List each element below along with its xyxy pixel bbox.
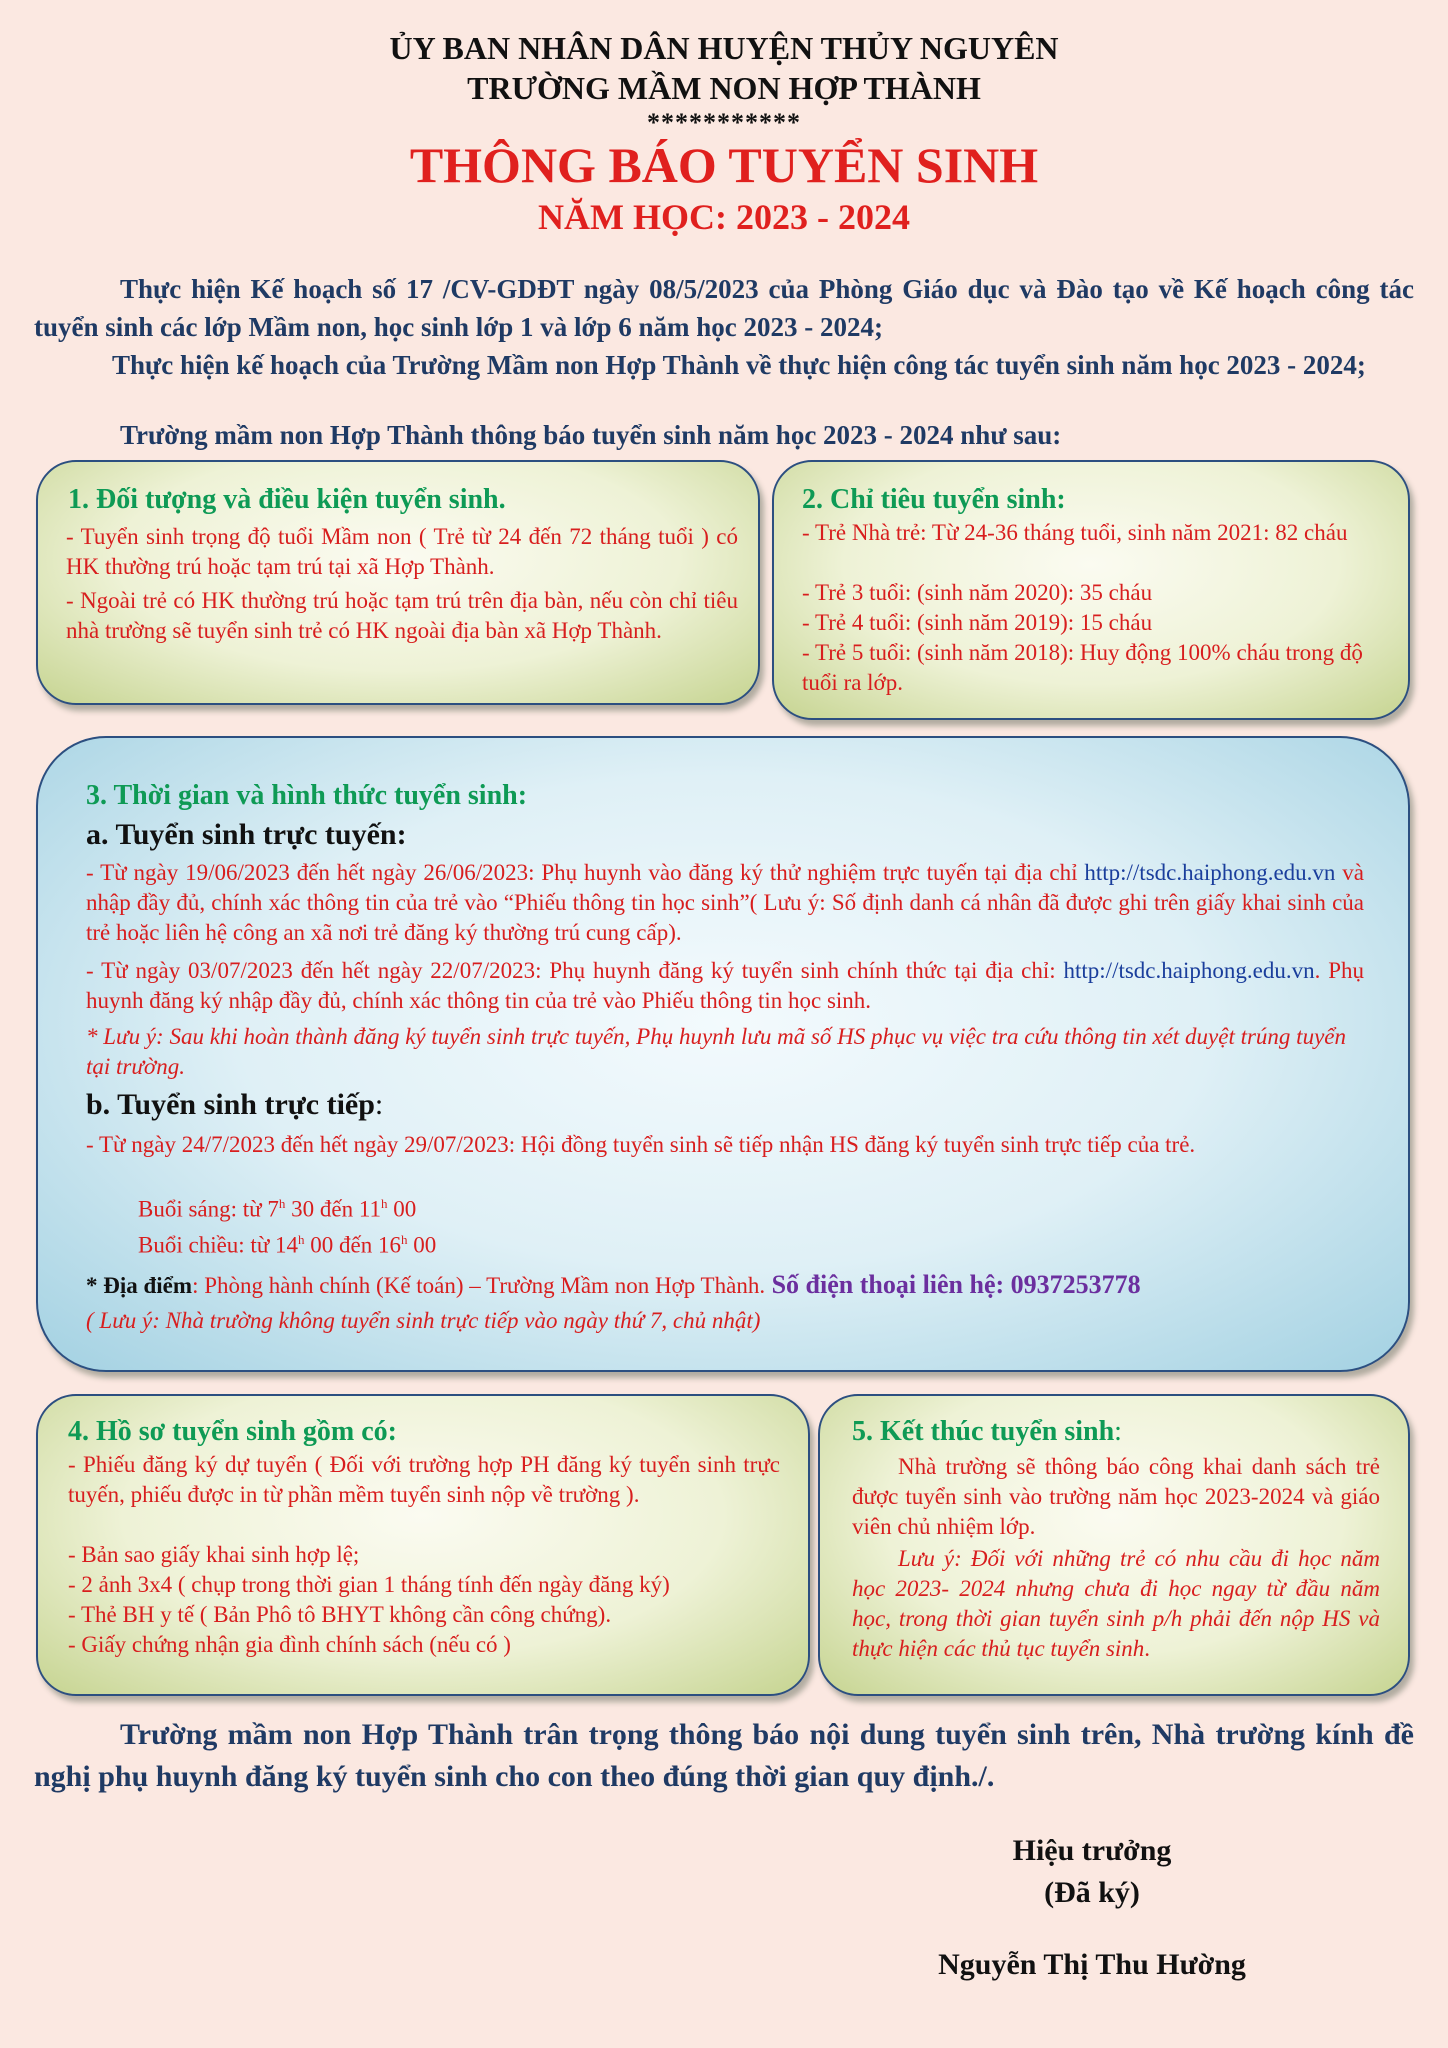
list-item: - Giấy chứng nhận gia đình chính sách (nếu có ): [68, 1632, 511, 1657]
signer-role: Hiệu trưởng: [1012, 1834, 1172, 1867]
list-item: - Trẻ 5 tuổi: (sinh năm 2018): Huy động 100% cháu trong độ tuổi ra lớp.: [802, 640, 1363, 695]
text: b. Tuyển sinh trực tiếp: [86, 1088, 375, 1121]
text: và nhập đầy đủ, chính xác thông tin của trẻ vào “Phiếu thông tin học sinh”( Lưu ý: Số định danh cá nhân đã được ghi trên giấy khai sinh của trẻ hoặc liên hệ công an xã nơi trẻ đăng ký thường trú cung cấp).: [86, 860, 1364, 945]
text: - Từ ngày 19/06/2023 đến hết ngày 26/06/2023: Phụ huynh vào đăng ký thử nghiệm trực tuyến tại địa chỉ: [86, 860, 1085, 885]
intro-paragraph-2: Thực hiện kế hoạch của Trường Mầm non Hợp Thành về thực hiện công tác tuyển sinh năm học 2023 - 2024;: [112, 350, 1366, 380]
section-title: [852, 1416, 1122, 1448]
direct-note: ( Lưu ý: Nhà trường không tuyển sinh trực tiếp vào ngày thứ 7, chủ nhật): [86, 1308, 761, 1333]
section-paragraph: - Tuyển sinh trọng độ tuổi Mầm non ( Trẻ từ 24 đến 72 tháng tuổi ) có HK thường trú hoặc tạm trú tại xã Hợp Thành.: [66, 524, 738, 579]
district-committee-name: ỦY BAN NHÂN DÂN HUYỆN THỦY NGUYÊN: [389, 30, 1059, 66]
page-title: THÔNG BÁO TUYỂN SINH: [409, 137, 1039, 193]
section-eligibility: [36, 460, 760, 705]
list-item: - Phiếu đăng ký dự tuyển ( Đối với trường hợp PH đăng ký tuyển sinh trực tuyến, phiếu được in từ phần mềm tuyển sinh nộp về trường ).: [68, 1452, 780, 1507]
text: 00: [407, 1232, 437, 1258]
header-separator: ***********: [647, 108, 801, 137]
list-item: - Trẻ 4 tuổi: (sinh năm 2019): 15 cháu: [802, 610, 1153, 635]
signer-name: Nguyễn Thị Thu Hường: [938, 1948, 1246, 1981]
registration-link[interactable]: http://tsdc.haiphong.edu.vn: [1084, 860, 1336, 885]
closing-paragraph: Trường mầm non Hợp Thành trân trọng thông báo nội dung tuyển sinh trên, Nhà trường kính đề nghị phụ huynh đăng ký tuyển sinh cho con theo đúng thời gian quy định./.: [34, 1718, 1414, 1793]
contact-phone: Số điện thoại liên hệ: 0937253778: [765, 1270, 1141, 1299]
text: Lưu ý: Đối với những trẻ có nhu cầu đi học năm học 2023- 2024 nhưng chưa đi học ngay từ đầu năm học, trong thời gian tuyển sinh p/h phải đến nộp HS và thực hiện các thủ tục tuyển sinh: [852, 1546, 1380, 1661]
subsection-direct-title: [86, 1088, 383, 1122]
text: h: [298, 1232, 305, 1247]
section-title: 2. Chỉ tiêu tuyển sinh:: [802, 484, 1066, 515]
school-name: TRƯỜNG MẦM NON HỢP THÀNH: [467, 70, 981, 106]
text: Buổi sáng: từ 7: [138, 1196, 279, 1222]
intro-paragraph-1: Thực hiện Kế hoạch số 17 /CV-GDĐT ngày 08/5/2023 của Phòng Giáo dục và Đào tạo về Kế hoạch công tác tuyển sinh các lớp Mầm non, học sinh lớp 1 và lớp 6 năm học 2023 - 2024;: [34, 274, 1414, 342]
section-conclusion: [818, 1394, 1410, 1696]
list-item: - Thẻ BH y tế ( Bản Phô tô BHYT không cần công chứng).: [68, 1602, 612, 1627]
list-item: - Trẻ 3 tuổi: (sinh năm 2020): 35 cháu: [802, 580, 1153, 605]
list-item: - 2 ảnh 3x4 ( chụp trong thời gian 1 tháng tính đến ngày đăng ký): [68, 1572, 670, 1597]
list-item: - Trẻ Nhà trẻ: Từ 24-36 tháng tuổi, sinh năm 2021: 82 cháu: [802, 520, 1348, 545]
intro-paragraph-3: Trường mầm non Hợp Thành thông báo tuyển sinh năm học 2023 - 2024 như sau:: [120, 420, 1062, 450]
location-label: * Địa điểm: [86, 1273, 193, 1298]
text: 5. Kết thúc tuyển sinh: [852, 1416, 1115, 1447]
subsection-online-title: a. Tuyển sinh trực tuyến:: [86, 818, 407, 851]
online-period-1: [86, 858, 1364, 948]
section-title: 3. Thời gian và hình thức tuyển sinh:: [86, 780, 528, 811]
text: - Từ ngày 03/07/2023 đến hết ngày 22/07/2023: Phụ huynh đăng ký tuyển sinh chính thức tại địa chỉ:: [86, 958, 1064, 983]
text: h: [401, 1232, 408, 1247]
section-quota: [772, 460, 1410, 720]
text: :: [374, 1088, 384, 1121]
text: h: [381, 1196, 388, 1211]
text: 00: [387, 1196, 417, 1222]
school-year: NĂM HỌC: 2023 - 2024: [538, 197, 910, 237]
section-schedule: [36, 736, 1410, 1372]
signed-note: (Đã ký): [1044, 1876, 1140, 1909]
section-title: 1. Đối tượng và điều kiện tuyển sinh.: [68, 484, 506, 515]
registration-link[interactable]: http://tsdc.haiphong.edu.vn: [1063, 958, 1315, 983]
morning-hours: [138, 1196, 416, 1223]
text: . Phụ huynh đăng ký nhập đầy đủ, chính xác thông tin của trẻ vào Phiếu thông tin học sinh.: [86, 958, 1364, 1013]
section-title: 4. Hồ sơ tuyển sinh gồm có:: [68, 1416, 397, 1447]
direct-period: - Từ ngày 24/7/2023 đến hết ngày 29/07/2023: Hội đồng tuyển sinh sẽ tiếp nhận HS đăng ký tuyển sinh trực tiếp của trẻ.: [86, 1132, 1196, 1157]
conclusion-note: [852, 1544, 1380, 1664]
section-documents: [36, 1394, 810, 1696]
text: 00 đến 16: [304, 1232, 402, 1258]
text: Buổi chiều: từ 14: [138, 1232, 299, 1258]
text: .: [1144, 1636, 1151, 1661]
location-line: [86, 1270, 1141, 1300]
conclusion-paragraph: Nhà trường sẽ thông báo công khai danh sách trẻ được tuyển sinh vào trường năm học 2023-2024 và giáo viên chủ nhiệm lớp.: [852, 1454, 1380, 1539]
text: h: [278, 1196, 286, 1211]
online-period-2: [86, 956, 1364, 1016]
text: :: [1114, 1416, 1122, 1447]
afternoon-hours: [138, 1232, 436, 1259]
online-note: * Lưu ý: Sau khi hoàn thành đăng ký tuyển sinh trực tuyến, Phụ huynh lưu mã số HS phục vụ việc tra cứu thông tin xét duyệt trúng tuyển tại trường.: [86, 1024, 1346, 1079]
text: 30 đến 11: [285, 1196, 381, 1222]
list-item: - Bản sao giấy khai sinh hợp lệ;: [68, 1542, 360, 1567]
section-paragraph: - Ngoài trẻ có HK thường trú hoặc tạm trú trên địa bàn, nếu còn chỉ tiêu nhà trường sẽ tuyển sinh trẻ có HK ngoài địa bàn xã Hợp Thành.: [66, 588, 738, 643]
location-text: : Phòng hành chính (Kế toán) – Trường Mầm non Hợp Thành.: [192, 1273, 766, 1298]
